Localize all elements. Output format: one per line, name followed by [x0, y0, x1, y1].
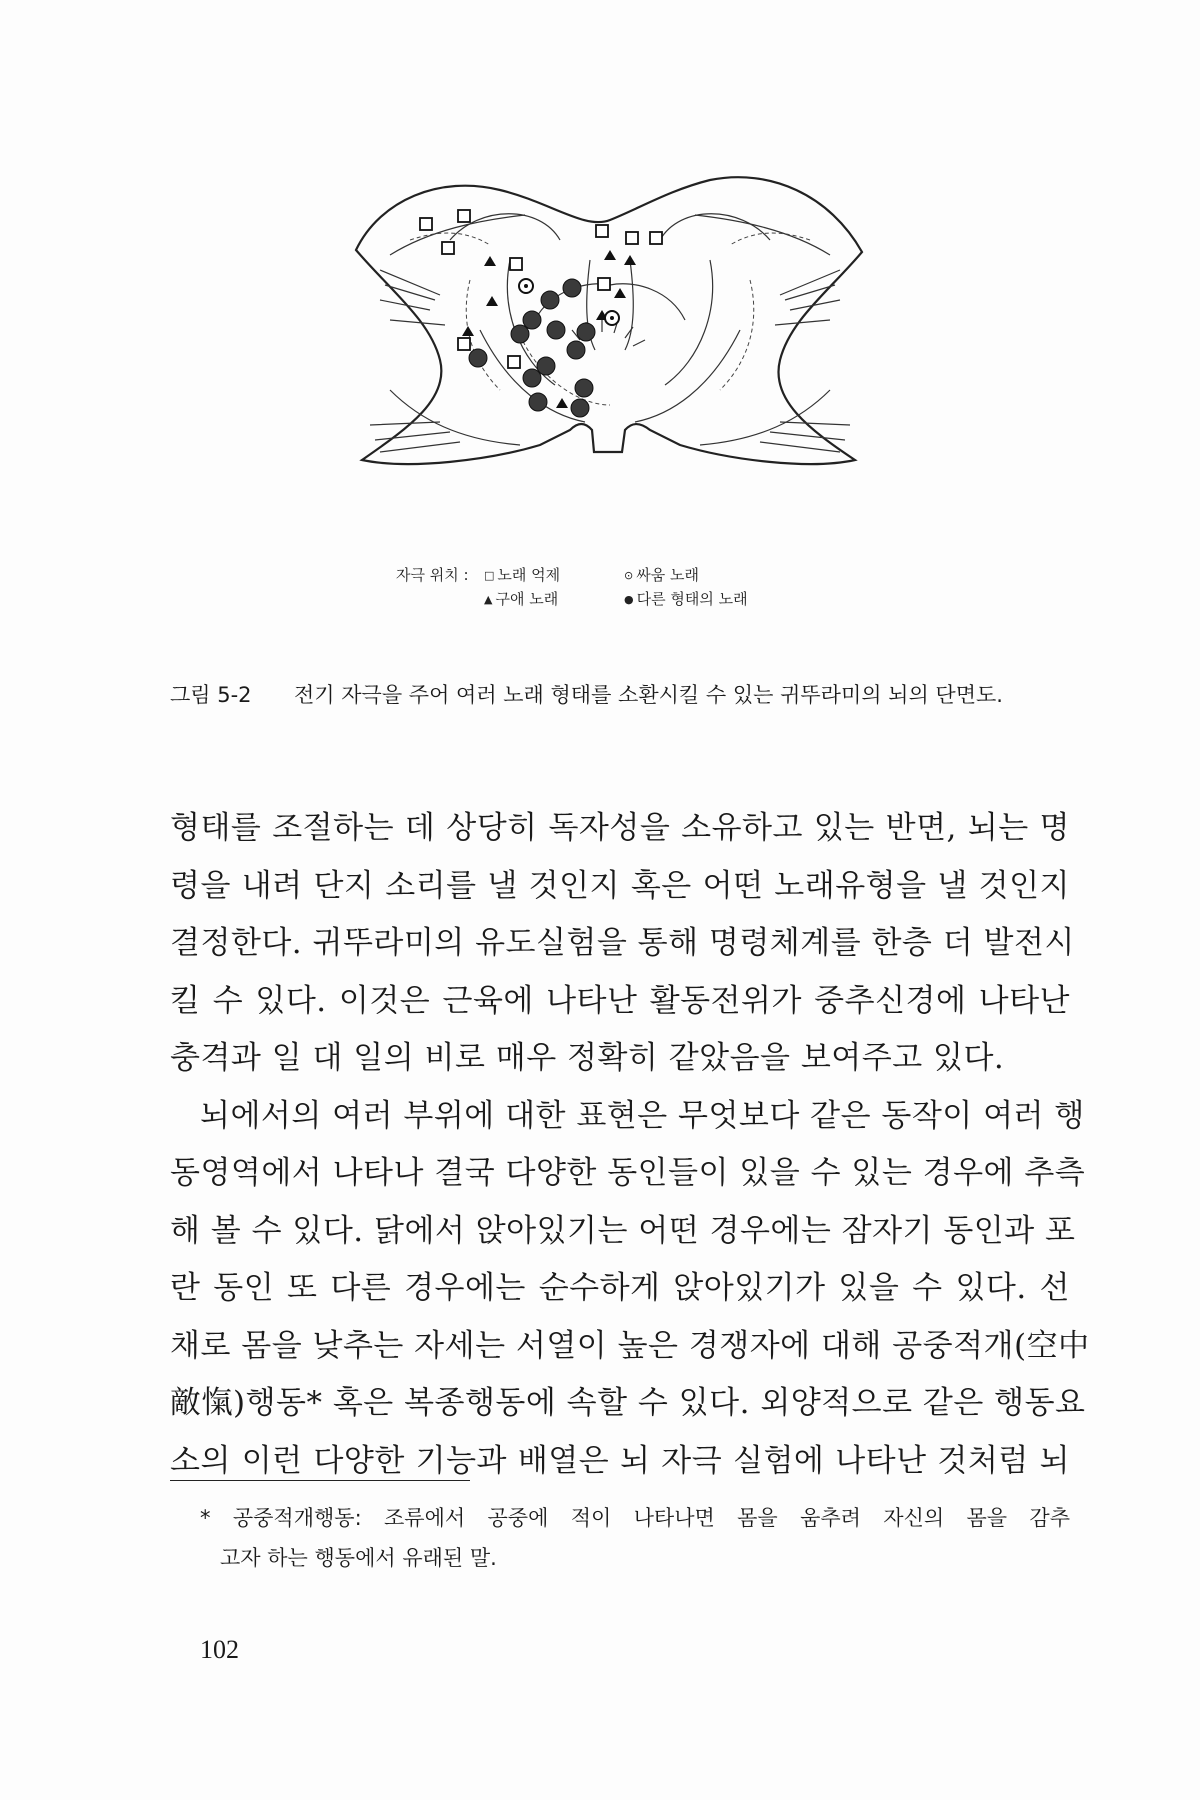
legend-item-other-song: ● 다른 형태의 노래	[624, 590, 748, 608]
page-number: 102	[200, 1635, 239, 1664]
marker-dotted-circle-center	[610, 316, 614, 320]
marker-filled-circle	[563, 279, 581, 297]
footnote-divider	[170, 1480, 470, 1481]
legend-label: 자극 위치 :	[396, 566, 469, 584]
marker-triangle	[484, 256, 496, 266]
footnote-line: * 공중적개행동: 조류에서 공중에 적이 나타나면 몸을 움추려 자신의 몸을 감추	[200, 1506, 1070, 1530]
marker-square	[626, 232, 638, 244]
marker-filled-circle	[529, 393, 547, 411]
marker-filled-circle	[523, 369, 541, 387]
marker-square	[458, 210, 470, 222]
marker-triangle	[462, 326, 474, 336]
figure-caption-text: 전기 자극을 주어 여러 노래 형태를 소환시킬 수 있는 귀뚜라미의 뇌의 단면도.	[294, 683, 1003, 707]
marker-square	[596, 225, 608, 237]
body-line: 킬 수 있다. 이것은 근육에 나타난 활동전위가 중추신경에 나타난	[170, 982, 1070, 1019]
marker-dotted-circle-center	[524, 284, 528, 288]
marker-square	[508, 356, 520, 368]
brain-section-drawing	[350, 160, 870, 560]
marker-filled-circle	[511, 325, 529, 343]
marker-filled-circle	[577, 323, 595, 341]
marker-filled-circle	[575, 379, 593, 397]
marker-filled-circle	[571, 399, 589, 417]
square-icon: □	[484, 569, 495, 582]
marker-triangle	[624, 255, 636, 265]
filled-circle-icon: ●	[624, 593, 634, 606]
body-line: 형태를 조절하는 데 상당히 독자성을 소유하고 있는 반면, 뇌는 명	[170, 810, 1070, 846]
legend-item-song-inhibition: □ 노래 억제	[484, 566, 561, 584]
marker-triangle	[604, 250, 616, 260]
body-line: 령을 내려 단지 소리를 낼 것인지 혹은 어떤 노래유형을 낼 것인지	[170, 867, 1070, 904]
body-text	[170, 800, 1090, 1490]
marker-square	[598, 278, 610, 290]
body-line: 해 볼 수 있다. 닭에서 앉아있기는 어떤 경우에는 잠자기 동인과 포	[170, 1212, 1076, 1249]
marker-square	[650, 232, 662, 244]
marker-filled-circle	[567, 341, 585, 359]
figure-number: 그림 5-2	[170, 683, 252, 707]
triangle-icon: ▲	[484, 593, 493, 606]
body-line: 란 동인 또 다른 경우에는 순수하게 앉아있기가 있을 수 있다. 선	[170, 1270, 1070, 1306]
marker-triangle	[614, 288, 626, 298]
figure-legend	[396, 562, 856, 612]
marker-filled-circle	[523, 311, 541, 329]
body-line: 敵愾)행동* 혹은 복종행동에 속할 수 있다. 외양적으로 같은 행동요	[170, 1385, 1086, 1421]
marker-filled-circle	[537, 357, 555, 375]
body-line: 채로 몸을 낮추는 자세는 서열이 높은 경쟁자에 대해 공중적개(空中	[170, 1327, 1090, 1364]
dotted-circle-icon: ⊙	[624, 569, 634, 582]
footnote	[200, 1498, 1070, 1578]
legend-item-fighting-song: ⊙ 싸움 노래	[624, 566, 699, 584]
body-line: 뇌에서의 여러 부위에 대한 표현은 무엇보다 같은 동작이 여러 행	[200, 1097, 1085, 1134]
marker-triangle	[486, 296, 498, 306]
marker-triangle	[556, 398, 568, 408]
body-line: 소의 이런 다양한 기능과 배열은 뇌 자극 실험에 나타난 것처럼 뇌	[170, 1442, 1070, 1479]
marker-square	[458, 338, 470, 350]
legend-item-courtship-song: ▲ 구애 노래	[484, 590, 559, 608]
cricket-brain-section-figure	[350, 160, 870, 560]
body-line: 동영역에서 나타나 결국 다양한 동인들이 있을 수 있는 경우에 추측	[170, 1155, 1086, 1191]
marker-square	[442, 242, 454, 254]
body-line: 충격과 일 대 일의 비로 매우 정확히 같았음을 보여주고 있다.	[170, 1040, 1005, 1076]
footnote-line: 고자 하는 행동에서 유래된 말.	[220, 1546, 497, 1570]
marker-square	[510, 258, 522, 270]
marker-filled-circle	[541, 291, 559, 309]
marker-square	[420, 218, 432, 230]
marker-filled-circle	[547, 321, 565, 339]
body-line: 결정한다. 귀뚜라미의 유도실험을 통해 명령체계를 한층 더 발전시	[170, 925, 1075, 961]
marker-filled-circle	[469, 349, 487, 367]
